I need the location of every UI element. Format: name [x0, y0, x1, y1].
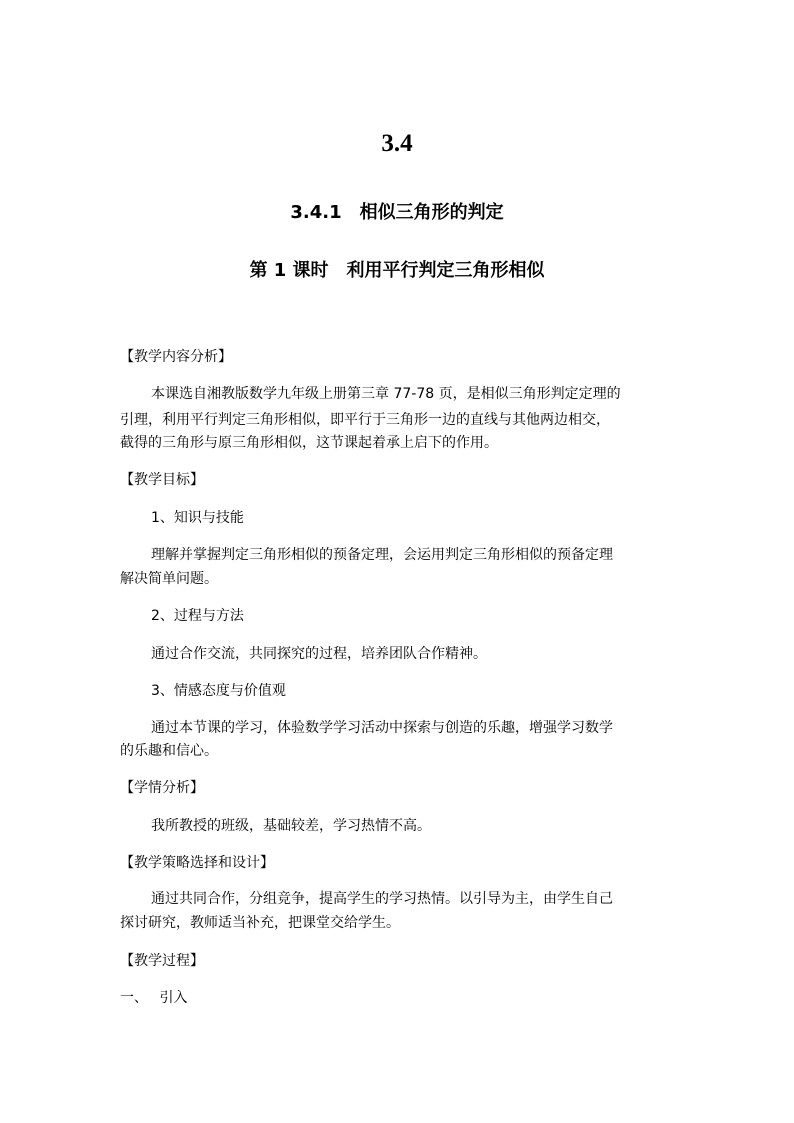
learner-analysis-paragraph-line: 我所教授的班级，基础较差，学习热情不高。	[151, 818, 431, 834]
objectives-heading: 【教学目标】	[120, 472, 204, 488]
content-analysis-paragraph-line: 引理，利用平行判定三角形相似，即平行于三角形一边的直线与其他两边相交，	[120, 412, 610, 428]
objective-3-paragraph-line: 的乐趣和信心。	[120, 743, 218, 759]
strategy-paragraph-line: 探讨研究，教师适当补充，把课堂交给学生。	[120, 915, 400, 931]
lesson-title: 第 1 课时 利用平行判定三角形相似	[249, 260, 545, 281]
objective-1-paragraph-line: 理解并掌握判定三角形相似的预备定理，会运用判定三角形相似的预备定理	[151, 547, 613, 563]
content-analysis-paragraph-line: 本课选自湘教版数学九年级上册第三章 77-78 页，是相似三角形判定定理的	[151, 386, 621, 402]
objective-2-paragraph-line: 通过合作交流，共同探究的过程，培养团队合作精神。	[151, 646, 487, 662]
section-title: 3.4.1 相似三角形的判定	[290, 202, 504, 223]
objective-2-title: 2、过程与方法	[151, 608, 244, 624]
objective-3-title: 3、情感态度与价值观	[151, 683, 286, 699]
process-step-1: 一、 引入	[120, 990, 188, 1006]
process-heading: 【教学过程】	[120, 953, 204, 969]
strategy-heading: 【教学策略选择和设计】	[120, 855, 274, 871]
objective-1-title: 1、知识与技能	[151, 510, 244, 526]
strategy-paragraph-line: 通过共同合作，分组竞争，提高学生的学习热情。以引导为主，由学生自己	[151, 891, 613, 907]
objective-3-paragraph-line: 通过本节课的学习，体验数学学习活动中探索与创造的乐趣，增强学习数学	[151, 720, 613, 736]
learner-analysis-heading: 【学情分析】	[120, 780, 204, 796]
document-title: 3.4	[381, 130, 413, 157]
content-analysis-paragraph-line: 截得的三角形与原三角形相似，这节课起着承上启下的作用。	[120, 435, 498, 451]
objective-1-paragraph-line: 解决简单问题。	[120, 571, 218, 587]
content-analysis-heading: 【教学内容分析】	[120, 349, 232, 365]
